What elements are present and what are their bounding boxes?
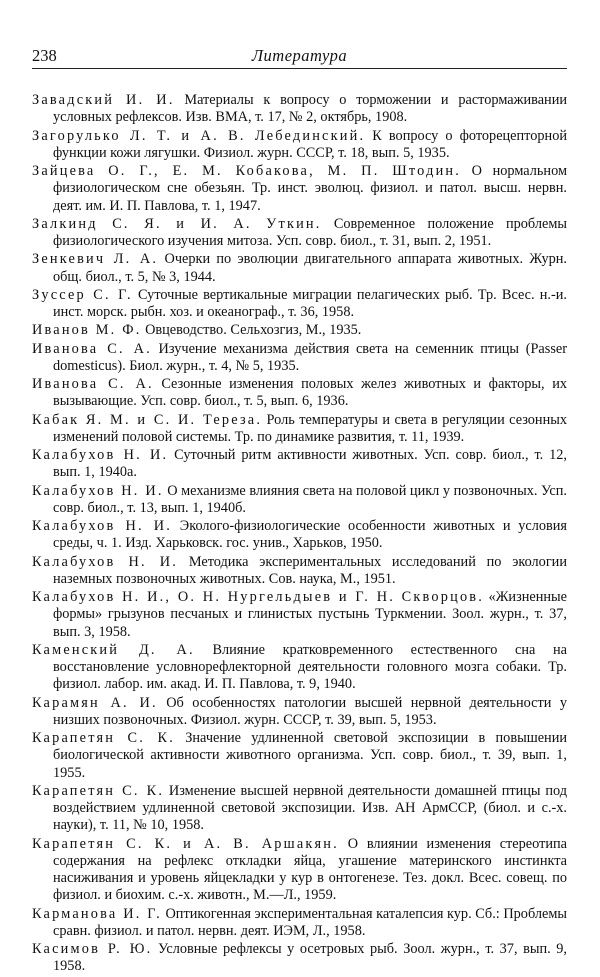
bibliography-entry (32, 941, 567, 976)
entry-author: Карманова И. Г. (32, 905, 162, 922)
entry-author: Карапетян С. К. (32, 730, 175, 746)
entry-text: «Жизненные формы» грызунов песчаных и глинистых пустынь Туркмении. Зоол. журн., т. 37, вып. 3, 1958. (53, 589, 567, 640)
bibliography-entry (32, 322, 567, 339)
entry-author: Залкинд С. Я. и И. А. Уткин. (32, 215, 322, 232)
entry-author: Иванова С. А. (32, 376, 154, 392)
bibliography-entry (32, 589, 567, 641)
entry-text: Суточные вертикальные миграции пелагических рыб. Тр. Всес. н.-и. инст. морск. рыбн. хоз. и океанограф., т. 36, 1958. (53, 286, 567, 320)
entry-author: Каменский Д. А. (32, 641, 195, 658)
entry-text: О влиянии изменения стереотипа содержания на рефлекс откладки яйца, угашение материнского инстинкта насиживания и уровень яйцекладки у кур в онтогенезе. Тез. докл. Всес. совещ. по физиол. и биохим. с.-х. животн., М.—Л., 1959. (53, 835, 567, 904)
entry-author: Касимов Р. Ю. (32, 941, 153, 957)
entry-author: Калабухов Н. И. (32, 447, 169, 463)
entry-author: Карапетян С. К. и А. В. Аршакян. (32, 835, 339, 852)
entry-author: Зайцева О. Г., Е. М. Кобакова, М. П. Штодин. (32, 163, 462, 179)
entry-author: Карамян А. И. (32, 694, 158, 711)
page-header (32, 44, 567, 69)
bibliography-entry (32, 128, 567, 163)
entry-author: Зенкевич Л. А. (32, 251, 159, 268)
entry-author: Кабак Я. М. и С. И. Тереза. (32, 411, 263, 428)
bibliography-entry (32, 642, 567, 694)
entry-author: Карапетян С. К. (32, 782, 165, 799)
bibliography-entry (32, 412, 567, 447)
entry-text: Сезонные изменения половых желез животных и факторы, их вызывающие. Усп. совр. биол., т. 5, вып. 6, 1936. (53, 376, 567, 410)
entry-author: Калабухов Н. И., О. Н. Нургельдыев и Г. Н. Скворцов. (32, 589, 485, 605)
running-title: Литература (251, 46, 348, 65)
entry-author: Завадский И. И. (32, 92, 175, 108)
bibliography-entry (32, 483, 567, 518)
bibliography-entry (32, 341, 567, 376)
page-number: 238 (32, 46, 57, 65)
entry-text: Условные рефлексы у осетровых рыб. Зоол. журн., т. 37, вып. 9, 1958. (53, 941, 567, 975)
entry-text: Овцеводство. Сельхозгиз, М., 1935. (141, 322, 362, 339)
bibliography-entry (32, 906, 567, 941)
entry-author: Калабухов Н. И. (32, 482, 164, 499)
bibliography-entry (32, 163, 567, 215)
entry-author: Загорулько Л. Т. и А. В. Лебединский. (32, 127, 366, 144)
entry-text: О механизме влияния света на половой цикл у позвоночных. Усп. совр. биол., т. 13, вып. 1, 1940б. (53, 482, 567, 516)
entry-text: К вопросу о фоторецепторной функции кожи лягушки. Физиол. журн. СССР, т. 18, вып. 5, 1935. (53, 127, 567, 161)
entry-text: Очерки по эволюции двигательного аппарата животных. Журн. общ. биол., т. 5, № 3, 1944. (53, 251, 567, 285)
bibliography-entry (32, 554, 567, 589)
entry-text: Современное положение проблемы физиологического изучения митоза. Усп. совр. биол., т. 31, вып. 2, 1951. (53, 215, 567, 249)
bibliography-entry (32, 783, 567, 835)
entry-text: Влияние кратковременного естественного сна на восстановление условнорефлекторной деятельности головного мозга собаки. Тр. физиол. лабор. им. акад. И. П. Павлова, т. 9, 1940. (53, 641, 567, 693)
entry-text: Материалы к вопросу о торможении и растормаживании условных рефлексов. Изв. ВМА, т. 17, № 2, октябрь, 1908. (53, 92, 567, 126)
bibliography-entry (32, 376, 567, 411)
bibliography-entry (32, 695, 567, 730)
entry-text: Изменение высшей нервной деятельности домашней птицы под воздействием удлиненной световой экспозиции. Изв. АН АрмССР, (биол. и с.-х. науки), т. 11, № 10, 1958. (53, 782, 567, 834)
entry-text: Об особенностях патологии высшей нервной деятельности у низших позвоночных. Физиол. журн. СССР, т. 39, вып. 5, 1953. (53, 694, 567, 728)
entry-text: Эколого-физиологические особенности животных и условия среды, ч. 1. Изд. Харьковск. гос. унив., Харьков, 1950. (53, 518, 567, 552)
entry-text: О нормальном физиологическом сне обезьян. Тр. инст. эволюц. физиол. и патол. высш. нервн. деят. им. И. П. Павлова, т. 1, 1947. (53, 163, 567, 214)
entry-author: Зуссер С. Г. (32, 286, 133, 303)
bibliography-entry (32, 251, 567, 286)
bibliography-list (32, 92, 567, 977)
bibliography-entry (32, 447, 567, 482)
bibliography-entry (32, 287, 567, 322)
entry-author: Калабухов Н. И. (32, 518, 173, 534)
entry-text: Методика экспериментальных исследований по экологии наземных позвоночных животных. Сов. наука, М., 1951. (53, 553, 567, 587)
entry-author: Иванова С. А. (32, 340, 152, 357)
bibliography-entry (32, 92, 567, 127)
entry-text: Суточный ритм активности животных. Усп. совр. биол., т. 12, вып. 1, 1940а. (53, 447, 567, 481)
entry-author: Иванов М. Ф. (32, 322, 142, 339)
entry-text: Изучение механизма действия света на семенник птицы (Passer domesticus). Биол. журн., т. 4, № 5, 1935. (53, 340, 567, 374)
entry-text: Значение удлиненной световой экспозиции в повышении биологической активности животного организма. Усп. совр. биол., т. 39, вып. 1, 1955. (53, 730, 567, 781)
bibliography-entry (32, 836, 567, 905)
entry-text: Роль температуры и света в регуляции сезонных изменений половой системы. Тр. по динамике развития, т. 11, 1939. (53, 411, 567, 445)
entry-author: Калабухов Н. И. (32, 553, 179, 570)
bibliography-entry (32, 730, 567, 782)
bibliography-entry (32, 518, 567, 553)
bibliography-entry (32, 216, 567, 251)
entry-text: Оптикогенная экспериментальная каталепсия кур. Сб.: Проблемы сравн. физиол. и патол. нервн. деят. ИЭМ, Л., 1958. (53, 905, 567, 939)
